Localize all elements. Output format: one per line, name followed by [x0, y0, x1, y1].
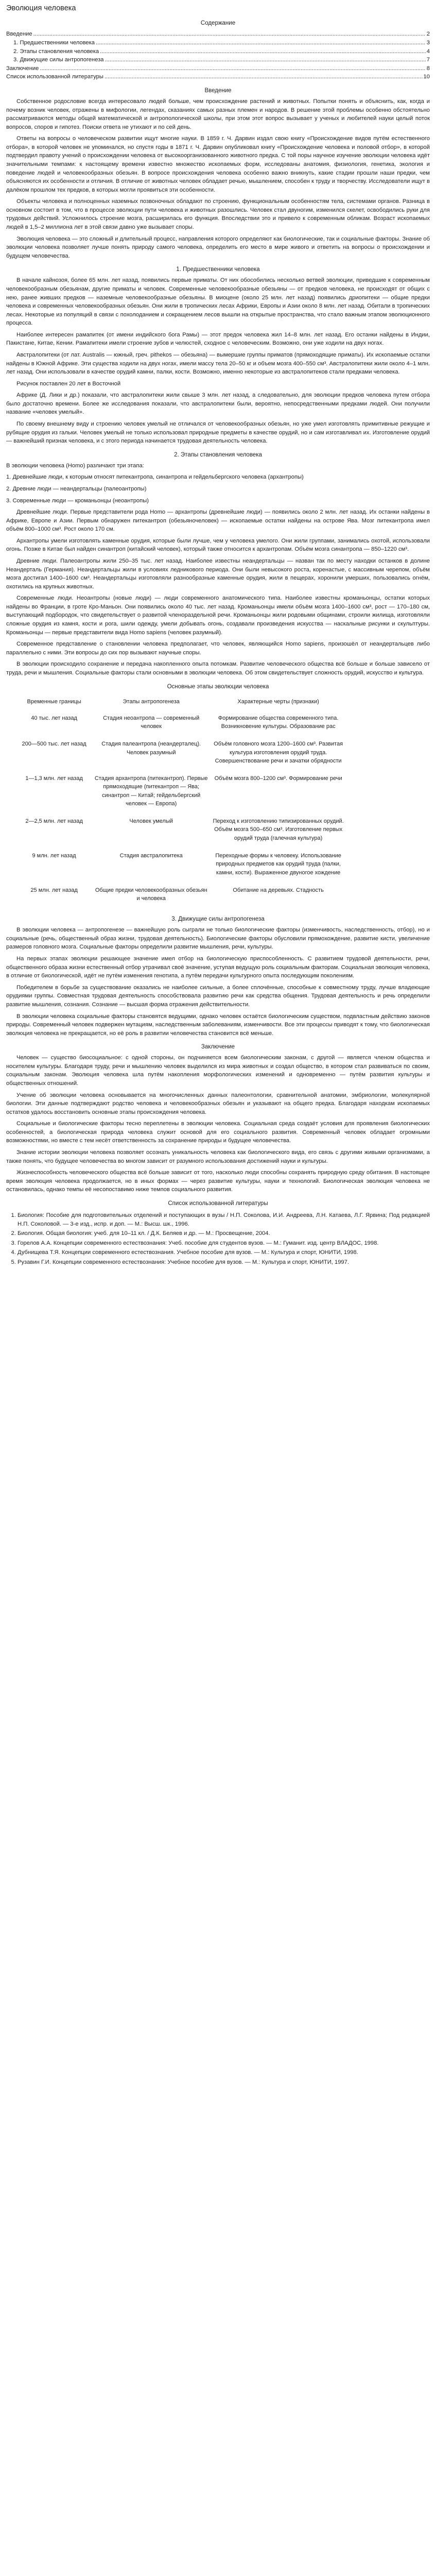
references-heading: Список использованной литературы	[168, 1200, 268, 1207]
stage-list-item: 2. Древние люди — неандертальцы (палеоантропы)	[6, 485, 147, 492]
reference-item: 5. Рузавин Г.И. Концепции современного естествознания: Учебное пособие для вузов. — М.: Культура и спорт, ЮНИТИ, 1997.	[18, 1258, 430, 1267]
sec1-heading: 1. Предшественники человека	[176, 266, 260, 273]
stages-table	[16, 696, 346, 910]
toc-item-page: 4	[426, 48, 430, 55]
toc-item-page: 8	[426, 65, 430, 72]
sec1-paragraph: Наиболее интересен рамапитек (от имени индийского бога Рамы) — этот предок человека жил 14–8 млн. лет назад. Его останки найдены в Индии, Пакистане, Китае, Кении. Рамапитеки имели строение зубов и челюстей, сходное с человеческим. Возможно, они уже ходили на двух ногах.	[6, 331, 430, 347]
toc-dot-leader	[96, 39, 426, 47]
conclusion-paragraph: Учение об эволюции человека основывается на многочисленных данных палеонтологии, сравнительной анатомии, эмбриологии, молекулярной биологии. Эти данные подтверждают родство человека и человекообразных обезьян и указывают на общего предка. Благодаря находкам ископаемых остатков удалось восстановить основные этапы происхождения человека.	[6, 1092, 430, 1115]
table-row	[16, 712, 346, 738]
toc-dot-leader	[40, 64, 425, 73]
sec2-paragraph: Архантропы умели изготовлять каменные орудия, которые были лучше, чем у человека умелого. Они жили группами, занимались охотой, использовали огонь. Позже в Китае был найден синантроп (китайский человек), который также относится к архантропам. Объём мозга синантропа — 850–1220 см³.	[6, 537, 430, 553]
sec3-heading: 3. Движущие силы антропогенеза	[171, 916, 265, 923]
toc-item[interactable]	[6, 47, 430, 56]
toc-item-label: 1. Предшественники человека	[13, 40, 95, 46]
table-cell: 40 тыс. лет назад	[31, 715, 77, 721]
toc-item[interactable]	[6, 64, 430, 73]
intro-paragraph: Эволюция человека — это сложный и длительный процесс, направления которого определяют как биологические, так и социальные факторы. Знание об эволюции человека позволяет лучше понять природу самого человека, определить его место в мире живого и ответить на вопросы о происхождении и будущем человечества.	[6, 235, 430, 259]
table-cell: 2—2,5 млн. лет назад	[25, 818, 83, 825]
sec1-body	[6, 276, 430, 445]
reference-item: 2. Биология. Общая биология: учеб. для 10–11 кл. / Д.К. Беляев и др. — М.: Просвещение, 2004.	[18, 1229, 430, 1238]
stage-list-item: 3. Современные люди — кроманьонцы (неоантропы)	[6, 497, 149, 504]
sec2-paragraph: В эволюции происходило сохранение и передача накопленного опыта потомкам. Развитие человеческого общества всё больше и больше зависело от труда, речи и мышления. Социальные факторы стали основными в эволюции человека. Об этом свидетельствует сложность орудий, искусство и культура.	[6, 661, 430, 676]
table-header-cell: Этапы антропогенеза	[123, 698, 180, 705]
page-title: Эволюция человека	[6, 4, 76, 12]
sec3-paragraph: В эволюции человека социальные факторы становятся ведущими, однако человек остаётся биологическим существом, подвластным действию законов природы. Современный человек подвержен мутациям, наследственным заболеваниям, изменчивости. Все эти процессы приводят к тому, что биологическая эволюция человека не прекращается, но её роль в развитии человечества становится всё меньше.	[6, 1013, 430, 1037]
table-row	[16, 772, 346, 815]
table-cell: Объём головного мозга 1200–1600 см³. Развитая культура изготовления орудий труда. Совершенствование речи и зачатки обрядности	[214, 741, 343, 764]
table-row	[16, 815, 346, 850]
toc-item[interactable]	[6, 30, 430, 39]
table-cell: Стадия архантропа (питекантроп). Первые прямоходящие (питекантроп — Ява; синантроп — Китай; гейдельбергский человек — Европа)	[94, 775, 208, 807]
table-row	[16, 884, 346, 910]
sec2-paragraph: Современное представление о становлении человека предполагает, что человек, являющийся Homo sapiens, произошёл от неандертальцев либо параллельно с ними. Эти вопросы до сих пор вызывают научные споры.	[6, 641, 430, 656]
toc-item-page: 7	[426, 57, 430, 63]
conclusion-paragraph: Человек — существо биосоциальное: с одной стороны, он подчиняется всем биологическим законам, с другой — является членом общества и носителем культуры. Благодаря труду, речи и мышлению человек выделился из мира животных и создал общество, в котором стал развиваться по своим, социальным законам. Эволюция человека шла путём накопления морфологических изменений и одновременно — путём развития культуры и общественных отношений.	[6, 1055, 430, 1087]
sec3-paragraph: На первых этапах эволюции решающее значение имел отбор на биологическую приспособленность. С развитием трудовой деятельности, речи, общественного образа жизни естественный отбор утрачивал своё значение, уступая ведущую роль социальным факторам. Социальная эволюция человека, в отличие от биологической, идёт не путём изменения генотипа, а путём передачи культурного опыта последующим поколениям.	[6, 956, 430, 979]
sec3-paragraph: В эволюции человека — антропогенезе — важнейшую роль сыграли не только биологические факторы (изменчивость, наследственность, отбор), но и социальные (речь, общественный образ жизни, трудовая деятельность). Биологические факторы обусловили прямохождение, развитие кисти, увеличение размеров головного мозга. Социальные факторы определили развитие мышления, речи, культуры.	[6, 927, 430, 951]
conclusion-paragraph: Социальные и биологические факторы тесно переплетены в эволюции человека. Социальная среда создаёт условия для проявления биологических особенностей, а биологическая природа человека служит основой для его социального развития. Современный человек обладает огромными возможностями, но вместе с тем несёт ответственность за сохранение природы и будущее человечества.	[6, 1121, 430, 1144]
table-cell: Переход к изготовлению типизированных орудий. Объём мозга 500–650 см³. Изготовление первых орудий труда (галечная культура)	[213, 818, 344, 841]
table-row	[16, 738, 346, 772]
toc-item-label: 2. Этапы становления человека	[13, 48, 99, 55]
table-cell: 200—500 тыс. лет назад	[22, 741, 86, 748]
table-cell: Человек умелый	[129, 818, 173, 825]
sec2-body	[6, 508, 430, 677]
table-header-cell: Характерные черты (признаки)	[237, 698, 319, 705]
conclusion-heading: Заключение	[201, 1044, 235, 1050]
sec1-paragraph: Рисунок поставлен 20 лет в Восточной	[16, 380, 121, 387]
table-cell: Стадия неоантропа — современный человек	[103, 715, 200, 730]
sec2-paragraph: Современные люди. Неоантропы (новые люди) — люди современного анатомического типа. Наиболее известны кроманьонцы, остатки которых найдены во Франции, в гроте Кро-Маньон. Они появились около 40 тыс. лет назад. Кроманьонцы имели объём мозга 1400–1600 см³, рост — 170–180 см, выступающий подбородок, что свидетельствует о развитой членораздельной речи. Кроманьонцы жили родовыми общинами, строили жилища, изготовляли сложные орудия из камня, кости и рога, шили одежду, умели добывать огонь, создавали произведения искусства — наскальные рисунки и скульптуры. Кроманьонцы — первые представители вида Homo sapiens (человек разумный).	[6, 595, 430, 636]
toc-item-page: 2	[426, 31, 430, 38]
toc-item[interactable]	[6, 56, 430, 64]
table-cell: Переходные формы к человеку. Использование природных предметов как орудий труда (палки, камни, кости). Выраженное двуногое хождение	[215, 852, 341, 876]
table-cell: 1—1,3 млн. лет назад	[25, 775, 83, 782]
table-cell: Стадия палеантропа (неандерталец). Человек разумный	[101, 741, 201, 756]
table-of-contents	[6, 30, 430, 81]
toc-item-label: Заключение	[6, 65, 39, 72]
reference-item: 1. Биология: Пособие для подготовительных отделений и поступающих в вузы / Н.П. Соколова, И.И. Андреева, Л.Н. Катаева, Л.Г. Ярвина; Под редакцией Н.П. Соколовой. — 3-е изд., испр. и доп. — М.: Высш. шк., 1996.	[18, 1211, 430, 1228]
sec2-stages-list	[6, 473, 430, 505]
table-cell: Формирование общества современного типа. Возникновение культуры. Образование рас	[218, 715, 339, 730]
reference-item: 3. Горелов А.А. Концепции современного естествознания: Учеб. пособие для студентов вузов. — М.: Гуманит. изд. центр ВЛАДОС, 1998.	[18, 1239, 430, 1248]
intro-body	[6, 97, 430, 260]
sec3-paragraph: Победителем в борьбе за существование оказались не наиболее сильные, а более сплочённые, способные к совместному труду, лучше владеющие орудиями группы. Совместная трудовая деятельность способствовала развитию речи как средства общения. Трудовая деятельность и речь определили развитие мышления, сознания. Сознание — высшая форма отражения действительности.	[6, 984, 430, 1008]
conclusion-paragraph: Знание истории эволюции человека позволяет осознать уникальность человека как биологического вида, его связь с другими живыми организмами, а также понять, что будущее человечества во многом зависит от разумного использования достижений науки и культуры.	[6, 1149, 430, 1164]
sec2-heading: 2. Этапы становления человека	[174, 451, 262, 458]
toc-item[interactable]	[6, 73, 430, 81]
toc-item[interactable]	[6, 39, 430, 47]
toc-dot-leader	[100, 47, 426, 56]
conclusion-paragraph: Жизнеспособность человеческого общества всё больше зависит от того, насколько люди способны сохранять природную среду обитания. В настоящее время эволюция человека продолжается, но в иных формах — через развитие культуры, науки и технологий. Биологическая эволюция человека не остановилась, однако темпы её несопоставимо ниже темпов социального развития.	[6, 1170, 430, 1193]
table-cell: Стадия австралопитека	[119, 852, 183, 859]
toc-dot-leader	[33, 30, 426, 39]
table-caption: Основные этапы эволюции человека	[167, 683, 269, 690]
intro-paragraph: Объекты человека и полноценных наземных позвоночных обладают по строению, функциональным особенностям тела, системами органов. Разница в основном состоит в том, что в процессе эволюции пути человека и животных разошлись. Человек стал двуногим, изменился скелет, освободились руки для трудовых действий. Усложнилось строение мозга, расширилась его функция. Впоследствии это и привело к современным обликам. Возраст ископаемых людей в 1,5–2 миллиона лет в этой связи давно уже вызывает споры.	[6, 198, 430, 231]
sec1-paragraph: Австралопитеки (от лат. Australis — южный, греч. pithekos — обезьяна) — вымершие группы приматов (прямоходящие приматы). Их ископаемые остатки найдены в Южной Африке. Эти существа ходили на двух ногах, имели массу тела 20–50 кг и объем мозга 400–550 см³. Австралопитеки жили около 4–1 млн. лет назад. Они использовали в качестве орудий камни, палки, кости. Возможно, именно некоторые из австралопитеков стали предками человека.	[6, 352, 430, 376]
toc-item-page: 10	[423, 74, 430, 80]
table-cell: 25 млн. лет назад	[30, 887, 78, 893]
intro-paragraph: Собственное родословие всегда интересовало людей больше, чем происхождение растений и животных. Попытки понять и объяснить, как, когда и почему возник человек, отражены в мифологии, легендах, сказаниях самых разных племен и народов. В решение этой проблемы особенно обстоятельно рассматриваются методы общей математической и антропологической школы, при этом этот вопрос вызывает у ученых и любителей науки целый поток вопросов, споров и гипотез. Поиски ответа не утихают и по сей день.	[6, 98, 430, 130]
reference-item: 4. Дубнищева Т.Я. Концепции современного естествознания. Учебное пособие для вузов. — М.: Культура и спорт, ЮНИТИ, 1998.	[18, 1248, 430, 1257]
table-cell: Общие предки человекообразных обезьян и человека	[95, 887, 207, 902]
sec2-paragraph: Древние люди. Палеоантропы жили 250–35 тыс. лет назад. Наиболее известны неандертальцы — назван так по месту находки останков в долине Неандерталь (Германия). Неандертальцы жили в условиях ледникового периода. Они были невысокого роста, коренастые, с массивным черепом, объём мозга достигал 1400–1600 см³. Неандертальцы изготовляли разнообразные каменные орудия, жили в пещерах, хоронили умерших, пользовались огнём, охотились на крупных животных.	[6, 558, 430, 590]
intro-heading: Введение	[204, 87, 232, 94]
sec3-body	[6, 926, 430, 1038]
table-cell: Обитание на деревьях. Стадность	[233, 887, 324, 893]
sec1-paragraph: Африке (Д. Лики и др.) показали, что австралопитеки жили свыше 3 млн. лет назад, а следовательно, для эволюции предков человека путем отбора было достаточно времени. Более же исследования показали, что австралопитеки были, вероятно, непосредственными предками людей. Они получили название «человек умелый».	[6, 392, 430, 416]
toc-item-label: 3. Движущие силы антропогенеза	[13, 57, 104, 63]
stage-list-item: 1. Древнейшие люди, к которым относят питекантропа, синантропа и гейдельбергского человека (архантропы)	[6, 474, 304, 481]
toc-heading: Содержание	[200, 20, 236, 27]
toc-dot-leader	[104, 73, 423, 81]
references-list	[6, 1211, 430, 1266]
toc-dot-leader	[105, 56, 426, 64]
sec1-paragraph: В начале кайнозоя, более 65 млн. лет назад, появились первые приматы. От них обособились несколько ветвей эволюции, приведшие к современным человекообразным обезьянам, другие приматы и человек. Современные человекообразные обезьяны — от предков человека, не происходят от общих с нею, ранее живших предков — наземные человекообразные обезьяны. В миоцене (около 25 млн. лет назад) появились дриопитеки — общие предки человека и современных человекообразных обезьян. Они жили в тропических лесах Африки, Европы и Азии около 8 млн. лет назад. Обитали в тропических лесах. Некоторые из популяций в связи с похолоданием и сокращением лесов вышли на открытые пространства, что стало важным этапом эволюционного процесса.	[6, 277, 430, 327]
toc-item-page: 3	[426, 40, 430, 46]
table-row	[16, 850, 346, 884]
toc-item-label: Введение	[6, 31, 32, 38]
conclusion-body	[6, 1054, 430, 1194]
document	[0, 0, 436, 1266]
table-cell: 9 млн. лет назад	[32, 852, 76, 859]
toc-item-label: Список использованной литературы	[6, 74, 103, 80]
intro-paragraph: Ответы на вопросы о человеческом развитии ищут многие науки. В 1859 г. Ч. Дарвин издал свою книгу «Происхождение видов путём естественного отбора», в которой человек не упоминался, но спустя годы в 1871 г. Ч. Дарвин опубликовал книгу «Происхождение человека и половой отбор», в которой подтвердил правоту учений о происхождении человека от высокоорганизованного животного предка. С той поры научное изучение эволюции человека идёт значительными темпами: к настоящему времени известно множество ископаемых форм, исследованы анатомия, физиология, генетика, экология и поведение людей и человекообразных обезьян. В вопросе происхождения человека особенно важно вникнуть, какие стадии прошли наши предки, чем объясняются их особенности и отличия. В отличие от животных человек обладает речью, мышлением, способен к труду и творчеству. Исследователи ищут в далёком прошлом тех предков, в которых могли проявиться эти особенности.	[6, 135, 430, 193]
table-header-row	[16, 696, 346, 712]
sec2-paragraph: Древнейшие люди. Первые представители рода Homo — архантропы (древнейшие люди) — появились около 2 млн. лет назад. Их останки найдены в Африке, Европе и Азии. Первым обнаружен питекантроп (обезьяночеловек) — ископаемые остатки найдены на острове Ява. Мозг питекантропа имел объём 800–1000 см³. Рост около 170 см.	[6, 509, 430, 533]
sec1-paragraph: По своему внешнему виду и строению человек умелый не отличался от человекообразных обезьян, но уже умел изготовлять примитивные режущие и рубящие орудия из гальки. Человек умелый не только использовал природные предметы в качестве орудий, но и сам изготавливал их. Изготовление орудий — важнейший признак человека, и с этого периода начинается трудовая деятельность человека.	[6, 421, 430, 445]
sec2-intro: В эволюции человека (Homo) различают три этапа:	[6, 462, 144, 469]
table-header-cell: Временные границы	[27, 698, 81, 705]
table-cell: Объём мозга 800–1200 см³. Формирование речи	[214, 775, 342, 782]
